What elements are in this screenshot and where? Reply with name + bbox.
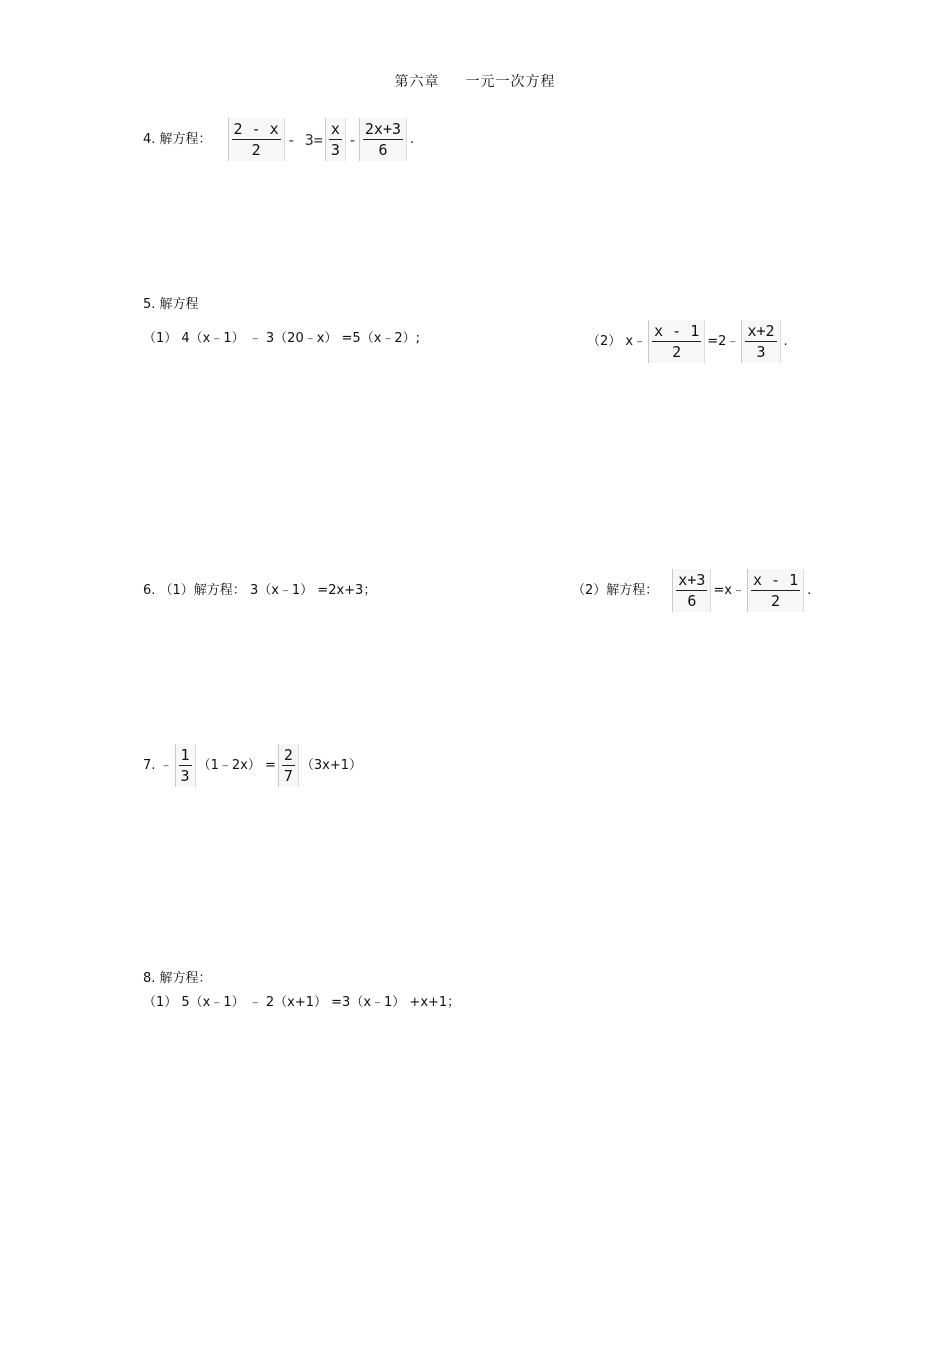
q7-end: （3x+1） — [300, 757, 363, 773]
q6-p2-f1-numerator: x+3 — [678, 571, 706, 589]
q4-operator-2: - — [347, 130, 357, 149]
q6-p2-f2-denominator: 2 — [771, 592, 781, 610]
q6-p2-f2-numerator: x - 1 — [752, 571, 799, 589]
q4-f3-numerator: 2x+3 — [364, 120, 402, 138]
q5-p2-f1-numerator: x - 1 — [654, 322, 700, 340]
q5-p2-middle: =2﹣ — [707, 333, 740, 349]
q5-p2-period: . — [783, 333, 788, 349]
q4-operator-1: - 3= — [286, 130, 323, 149]
q4-f1-denominator: 2 — [251, 141, 261, 159]
q4-f2-denominator: 3 — [330, 141, 340, 159]
q4-f3-denominator: 6 — [378, 141, 388, 159]
q6-p2-period: . — [807, 582, 812, 598]
q5-p2-fraction-1 — [648, 320, 705, 363]
q6-part-1: 6. （1）解方程： 3（x﹣1） =2x+3； — [143, 583, 377, 598]
q4-period: . — [410, 131, 415, 147]
q5-p2-f2-denominator: 3 — [756, 343, 766, 361]
q7-label: 7. ﹣ — [143, 757, 173, 773]
q7-fraction-2 — [278, 744, 299, 787]
q5-part-2 — [587, 320, 788, 363]
q5-p2-f2-numerator: x+2 — [747, 322, 775, 340]
q4-label: 4. 解方程： — [143, 131, 212, 147]
q5-p2-fraction-2 — [741, 320, 780, 363]
q7-f1-denominator: 3 — [180, 767, 190, 785]
q7-fraction-1 — [175, 744, 196, 787]
q8-part-1: （1） 5（x﹣1） ﹣ 2（x+1） =3（x﹣1） +x+1； — [143, 995, 461, 1010]
q4-f1-numerator: 2 - x — [233, 120, 279, 138]
q5-p2-prefix: （2） x﹣ — [587, 333, 647, 349]
page-title — [0, 71, 950, 91]
q6-part-2 — [572, 569, 811, 612]
q4-f2-numerator: x — [330, 120, 340, 138]
question-4 — [143, 118, 414, 161]
q4-fraction-2 — [325, 118, 346, 161]
question-7 — [143, 744, 362, 787]
chapter-topic: 一元一次方程 — [465, 74, 556, 90]
chapter-label: 第六章 — [394, 74, 440, 90]
q5-label: 5. 解方程 — [143, 297, 199, 312]
q6-p2-prefix: （2）解方程： — [572, 582, 659, 598]
q5-p2-f1-denominator: 2 — [672, 343, 682, 361]
q5-part-1: （1） 4（x﹣1） ﹣ 3（20﹣x） =5（x﹣2）; — [143, 331, 421, 346]
q6-p2-fraction-1 — [672, 569, 711, 612]
q7-f1-numerator: 1 — [180, 746, 190, 764]
q4-fraction-1 — [228, 118, 285, 161]
q6-p2-f1-denominator: 6 — [687, 592, 697, 610]
q6-p2-middle: =x﹣ — [713, 582, 745, 598]
q7-f2-denominator: 7 — [283, 767, 293, 785]
q7-f2-numerator: 2 — [283, 746, 293, 764]
q6-p2-fraction-2 — [747, 569, 804, 612]
q4-fraction-3 — [359, 118, 407, 161]
q7-middle: （1﹣2x） = — [197, 757, 276, 773]
q8-label: 8. 解方程： — [143, 971, 212, 986]
